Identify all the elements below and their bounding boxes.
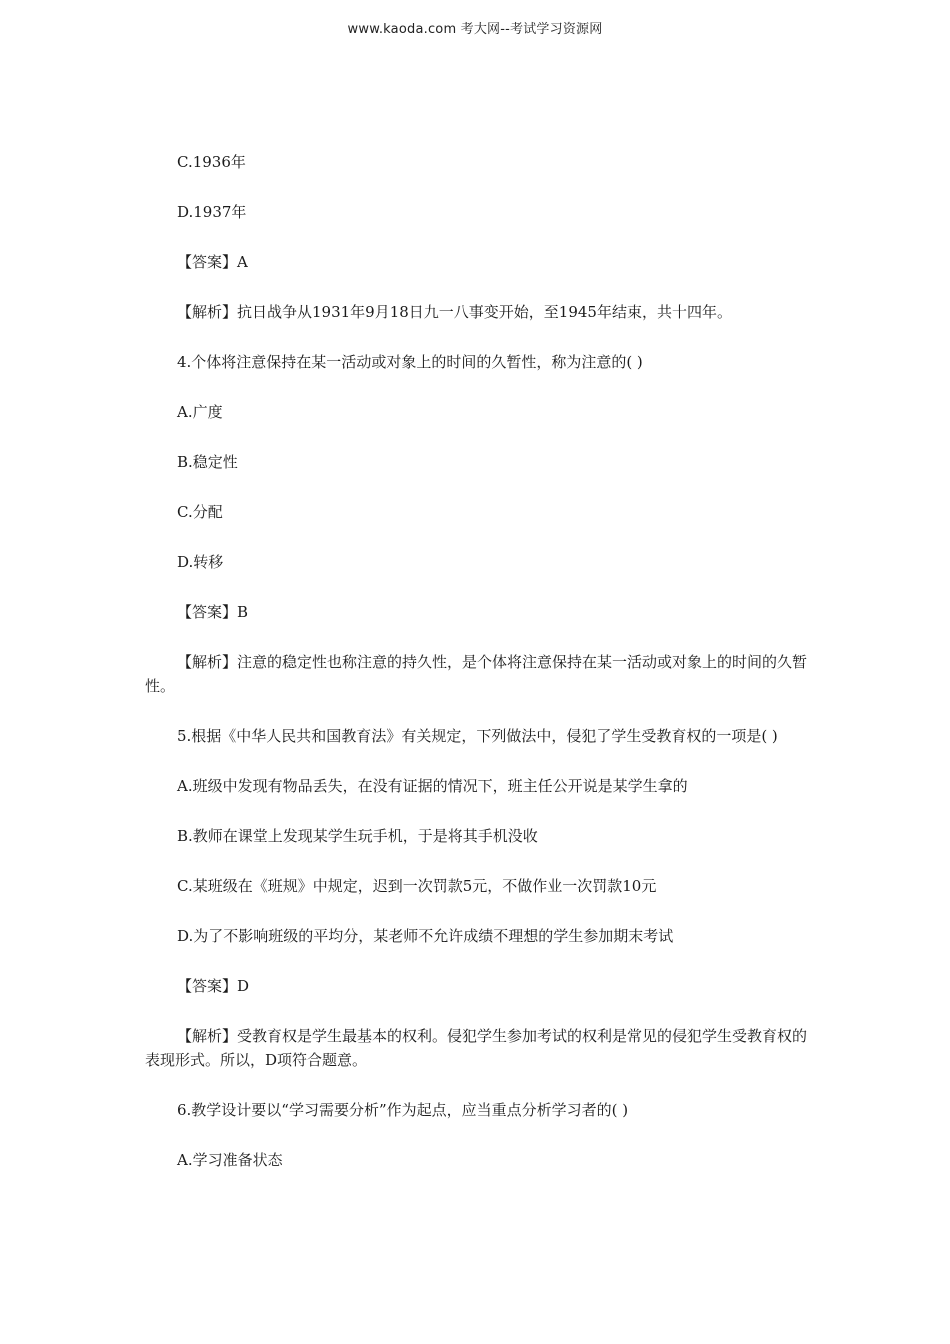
option-c: C.分配 — [177, 503, 223, 521]
option-b: B.教师在课堂上发现某学生玩手机，于是将其手机没收 — [177, 827, 538, 845]
option-d: D.为了不影响班级的平均分，某老师不允许成绩不理想的学生参加期末考试 — [177, 927, 674, 945]
option-a: A.广度 — [177, 403, 223, 421]
analysis: 【解析】抗日战争从1931年9月18日九一八事变开始，至1945年结束，共十四年。 — [177, 303, 732, 321]
analysis: 【解析】受教育权是学生最基本的权利。侵犯学生参加考试的权利是常见的侵犯学生受教育权的表现形式。所以，D项符合题意。 — [145, 1027, 808, 1069]
answer: 【答案】D — [177, 977, 250, 995]
question-5: 5.根据《中华人民共和国教育法》有关规定，下列做法中，侵犯了学生受教育权的一项是( ) — [177, 727, 778, 745]
question-4: 4.个体将注意保持在某一活动或对象上的时间的久暂性，称为注意的( ) — [177, 353, 643, 371]
answer: 【答案】B — [177, 603, 249, 621]
analysis: 【解析】注意的稳定性也称注意的持久性，是个体将注意保持在某一活动或对象上的时间的久暂性。 — [145, 653, 808, 695]
option-a: A.学习准备状态 — [177, 1151, 283, 1169]
page-header: www.kaoda.com 考大网--考试学习资源网 — [347, 22, 603, 37]
option-d: D.转移 — [177, 553, 224, 571]
option-a: A.班级中发现有物品丢失，在没有证据的情况下，班主任公开说是某学生拿的 — [177, 777, 688, 795]
option-b: B.稳定性 — [177, 453, 238, 471]
option-c: C.某班级在《班规》中规定，迟到一次罚款5元，不做作业一次罚款10元 — [177, 877, 657, 895]
question-6: 6.教学设计要以“学习需要分析”作为起点，应当重点分析学习者的( ) — [177, 1101, 629, 1119]
option-d: D.1937年 — [177, 203, 247, 221]
option-c: C.1936年 — [177, 153, 246, 171]
answer: 【答案】A — [177, 253, 248, 271]
document-body — [145, 150, 810, 1198]
